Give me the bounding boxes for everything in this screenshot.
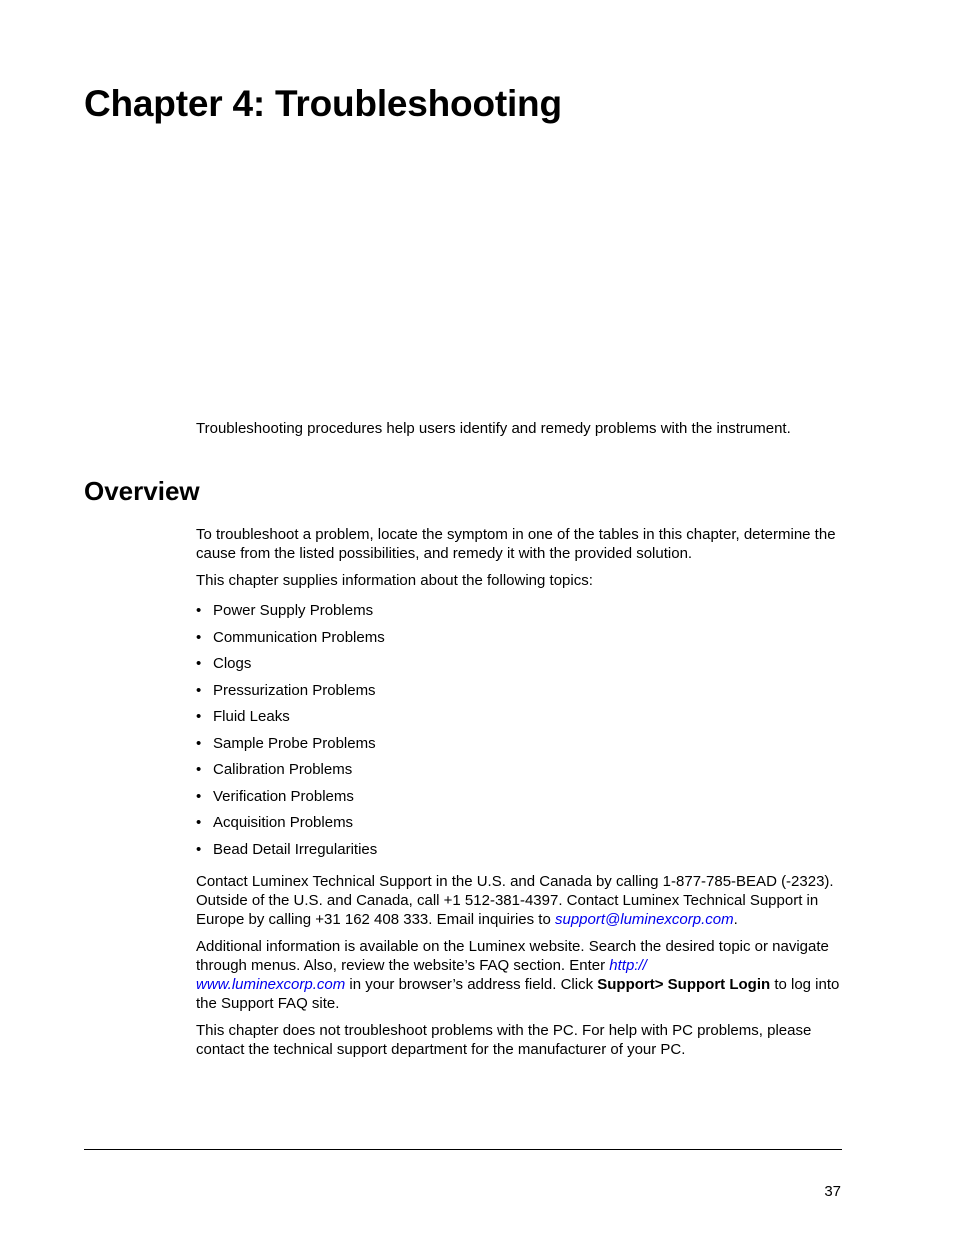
support-email-link[interactable]: support@luminexcorp.com [554,910,734,928]
page-number: 37 [824,1183,841,1200]
list-item [196,654,846,673]
bullet-icon: • [196,840,202,858]
bullet-icon: • [196,814,202,831]
list-item-label: Bead Detail Irregularities [213,840,378,858]
list-item [196,628,846,647]
list-item-label: Pressurization Problems [213,681,376,699]
contact-end: . [733,910,738,928]
website-paragraph [196,937,846,1013]
list-item-label: Sample Probe Problems [213,734,376,752]
bullet-icon: • [196,681,202,699]
topic-list [196,601,846,859]
bullet-icon: • [196,655,202,672]
footer-divider [84,1149,842,1150]
list-item-label: Communication Problems [213,628,385,646]
pc-note-paragraph: This chapter does not troubleshoot problems with the PC. For help with PC problems, please contact the technical support department for the manufacturer of your PC. [196,1021,812,1058]
overview-heading: Overview [84,476,200,506]
overview-paragraph-1: To troubleshoot a problem, locate the symptom in one of the tables in this chapter, determine the cause from the listed possibilities, and remedy it with the provided solution. [196,526,836,562]
website-text-1: Additional information is available on the Luminex website. Search the desired topic or navigate through menus. Also, review the website’s FAQ section. Enter [196,937,829,974]
list-item-label: Fluid Leaks [213,708,290,725]
chapter-title: Chapter 4: Troubleshooting [84,83,562,124]
list-item [196,787,846,806]
list-item-label: Acquisition Problems [213,814,354,831]
bullet-icon: • [196,602,202,619]
website-text-2: in your browser’s address field. Click [345,975,598,993]
bullet-icon: • [196,708,202,725]
list-item [196,707,846,726]
contact-text: Contact Luminex Technical Support in the U.S. and Canada by calling 1-877-785-BEAD (-2323). Outside of the U.S. and Canada, call +1 512-381-4397. Contact Luminex Technical Support in Europe by calling +31 162 408 333. Email inquiries to [196,872,834,928]
list-item-label: Calibration Problems [213,761,353,778]
list-item [196,681,846,700]
contact-paragraph [196,872,846,929]
list-item-label: Verification Problems [213,787,354,805]
website-text-3: to log into the Support FAQ site. [196,975,840,1012]
list-item [196,760,846,779]
list-item [196,734,846,753]
support-login-path: Support> Support Login [597,975,771,993]
list-item [196,601,846,620]
overview-paragraph-2: This chapter supplies information about the following topics: [196,572,593,589]
list-item [196,813,846,832]
list-item [196,840,846,859]
website-url-part-1: http:// [609,956,647,974]
list-item-label: Clogs [213,655,252,672]
bullet-icon: • [196,787,202,805]
intro-paragraph: Troubleshooting procedures help users identify and remedy problems with the instrument. [196,420,791,437]
overview-body [196,525,846,1067]
bullet-icon: • [196,734,202,752]
bullet-icon: • [196,628,202,646]
website-url-part-2: www.luminexcorp.com [196,975,346,993]
list-item-label: Power Supply Problems [213,602,374,619]
bullet-icon: • [196,761,202,778]
